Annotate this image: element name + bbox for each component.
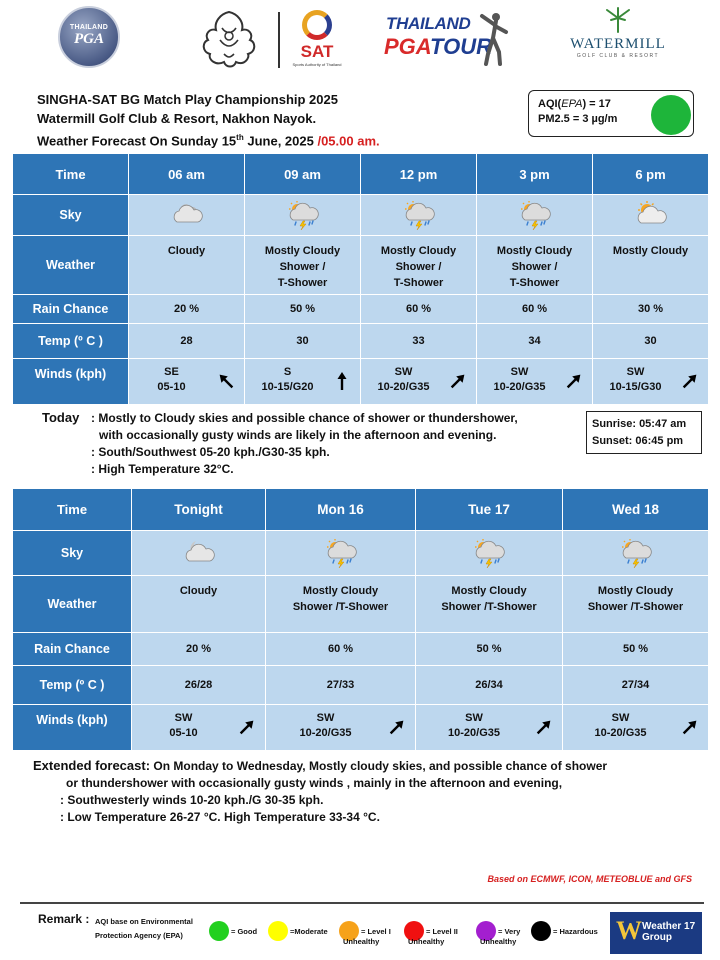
time-header: Time <box>13 154 129 195</box>
column-header: 6 pm <box>593 154 709 195</box>
wind-speed: 10-20/G35 <box>594 727 647 739</box>
wind-direction: SW <box>174 712 193 724</box>
rain-chance-cell: 20 % <box>132 633 266 666</box>
logo-divider <box>278 12 280 68</box>
pga-logo-top-text: THAILAND <box>69 24 109 31</box>
partly-cloudy-icon <box>634 200 668 230</box>
temperature-cell: 30 <box>245 324 361 359</box>
rain-chance-cell: 30 % <box>593 295 709 324</box>
thunder-shower-icon <box>472 538 506 568</box>
wind-content <box>245 359 360 404</box>
weather17-group: Group <box>642 932 672 943</box>
today-wind-row <box>13 359 709 405</box>
forecast-header <box>37 90 380 150</box>
wind-speed: 10-15/G20 <box>261 381 314 393</box>
wind-direction: SW <box>626 366 645 378</box>
weather17-name: Weather 17 <box>642 921 696 932</box>
outlook-rain-row <box>13 633 709 666</box>
weather-cell <box>129 236 245 295</box>
sun-times-box <box>586 411 702 454</box>
rain-chance-cell: 20 % <box>129 295 245 324</box>
wind-cell <box>132 705 266 751</box>
aqi-legend-line-1: = Level II <box>426 927 458 936</box>
watermill-name: WATERMILL <box>570 36 666 52</box>
cloudy-icon <box>170 200 204 230</box>
today-line-1: : Mostly to Cloudy skies and possible chance of shower or thundershower, <box>91 411 518 425</box>
aqi-legend-line-2: Unhealthy <box>343 937 380 946</box>
wind-speed: 05-10 <box>169 727 198 739</box>
wind-direction: SW <box>611 712 630 724</box>
weather-text: Shower /T-Shower <box>587 601 684 613</box>
rain-chance-cell: 50 % <box>245 295 361 324</box>
rain-chance-cell: 60 % <box>477 295 593 324</box>
weather-cell <box>416 576 563 633</box>
aqi-legend-text <box>290 927 328 937</box>
wind-direction-arrow-icon <box>387 717 407 737</box>
wind-text <box>593 365 678 395</box>
winds-label: Winds (kph) <box>13 359 129 405</box>
tour-logo-top: THAILAND <box>386 14 471 33</box>
thunder-shower-icon <box>286 200 320 230</box>
remark-label: Remark : <box>38 912 90 926</box>
event-title: SINGHA-SAT BG Match Play Championship 2025 <box>37 92 338 107</box>
wind-direction: S <box>283 366 292 378</box>
today-rain-row <box>13 295 709 324</box>
weather-text: T-Shower <box>393 277 444 289</box>
watermill-sub: GOLF CLUB & RESORT <box>576 53 660 59</box>
today-weather-row <box>13 236 709 295</box>
wind-speed: 10-20/G35 <box>377 381 430 393</box>
sky-cell <box>361 195 477 236</box>
thai-crest-logo <box>192 8 266 70</box>
weather-text: Mostly Cloudy <box>496 245 573 257</box>
thailand-pga-tour-logo <box>382 10 518 68</box>
rain-chance-cell: 60 % <box>361 295 477 324</box>
weather-text: Shower /T-Shower <box>292 601 389 613</box>
temperature-cell: 27/33 <box>266 666 416 705</box>
golfer-icon <box>478 10 512 66</box>
wind-speed: 10-20/G35 <box>448 727 500 739</box>
wind-direction-arrow-icon <box>680 371 700 391</box>
sunset-time: Sunset: 06:45 pm <box>592 435 684 447</box>
temperature-cell: 27/34 <box>563 666 709 705</box>
outlook-forecast-table <box>12 488 709 751</box>
today-temp-row <box>13 324 709 359</box>
wind-direction-arrow-icon <box>534 717 554 737</box>
weather-text: Shower / <box>395 261 442 273</box>
today-line-4: : High Temperature 32°C. <box>91 462 234 476</box>
wind-direction: SW <box>394 366 413 378</box>
today-sky-row <box>13 195 709 236</box>
outlook-weather-row <box>13 576 709 633</box>
column-header: 3 pm <box>477 154 593 195</box>
column-header: 06 am <box>129 154 245 195</box>
forecast-date-post: June, 2025 <box>243 133 318 149</box>
tour-logo-pga: PGA <box>384 34 431 59</box>
winds-label: Winds (kph) <box>13 705 132 751</box>
rain-chance-label: Rain Chance <box>13 295 129 324</box>
column-header: Tonight <box>132 489 266 531</box>
wind-cell <box>266 705 416 751</box>
wind-content <box>593 359 708 404</box>
temperature-cell: 28 <box>129 324 245 359</box>
temperature-cell: 26/28 <box>132 666 266 705</box>
weather-text: Shower /T-Shower <box>441 601 537 613</box>
aqi-legend-line-1: = Hazardous <box>553 927 598 936</box>
forecast-date <box>37 128 380 150</box>
tour-logo-bottom <box>384 34 492 60</box>
forecast-issue-time: /05.00 am. <box>317 133 380 149</box>
weather-text: Shower / <box>279 261 326 273</box>
today-summary <box>42 409 518 478</box>
aqi-status-dot <box>651 95 691 135</box>
outlook-sky-row <box>13 531 709 576</box>
wind-cell <box>593 359 709 405</box>
sat-logo-sub: Sports Authority of Thailand <box>292 62 342 67</box>
sky-cell <box>132 531 266 576</box>
venue-title: Watermill Golf Club & Resort, Nakhon Nayok. <box>37 111 317 126</box>
wind-cell <box>245 359 361 405</box>
extended-label: Extended forecast: <box>33 758 151 773</box>
weather-cell <box>132 576 266 633</box>
wind-text <box>245 365 330 395</box>
wind-direction: SW <box>510 366 529 378</box>
weather-cell <box>266 576 416 633</box>
column-header: 09 am <box>245 154 361 195</box>
weather-cell <box>593 236 709 295</box>
wind-cell <box>129 359 245 405</box>
aqi-epa: EPA <box>561 98 583 110</box>
today-line-2: with occasionally gusty winds are likely in the afternoon and evening. <box>99 428 497 442</box>
wind-direction-arrow-icon <box>448 371 468 391</box>
temperature-cell: 30 <box>593 324 709 359</box>
wind-direction-arrow-icon <box>332 371 352 391</box>
aqi-legend-text <box>343 927 391 947</box>
logo-bar <box>0 0 720 80</box>
rain-chance-cell: 50 % <box>416 633 563 666</box>
today-label: Today <box>42 410 80 425</box>
thunder-shower-icon <box>518 200 552 230</box>
data-source-note: Based on ECMWF, ICON, METEOBLUE and GFS <box>487 874 692 884</box>
outlook-wind-row <box>13 705 709 751</box>
weather-text: Cloudy <box>167 245 206 257</box>
weather-text: Mostly Cloudy <box>597 585 674 597</box>
wind-cell <box>477 359 593 405</box>
thunder-shower-icon <box>402 200 436 230</box>
wind-text <box>361 365 446 395</box>
wind-content <box>129 359 244 404</box>
temperature-label: Temp (º C ) <box>13 666 132 705</box>
aqi-legend-line-1: = Good <box>231 927 258 936</box>
wind-direction-arrow-icon <box>680 717 700 737</box>
weather-text: T-Shower <box>277 277 328 289</box>
wind-direction: SE <box>164 366 179 378</box>
weather17-logo <box>610 912 702 954</box>
outlook-header-row <box>13 489 709 531</box>
wind-content <box>416 705 562 750</box>
wind-direction: SW <box>316 712 335 724</box>
sat-ring-icon <box>302 10 332 40</box>
rain-chance-cell: 60 % <box>266 633 416 666</box>
sky-cell <box>563 531 709 576</box>
watermill-logo <box>560 6 676 68</box>
wind-text <box>477 365 562 395</box>
aqi-legend-text <box>408 927 458 947</box>
wind-text <box>266 711 385 741</box>
today-line-3: : South/Southwest 05-20 kph./G30-35 kph. <box>91 445 330 459</box>
wind-direction-arrow-icon <box>564 371 584 391</box>
today-header-row <box>13 154 709 195</box>
weather-label: Weather <box>13 576 132 633</box>
wind-content <box>563 705 708 750</box>
weather-text: Mostly Cloudy <box>612 245 689 257</box>
wind-direction-arrow-icon <box>237 717 257 737</box>
sky-cell <box>416 531 563 576</box>
remark-bar <box>20 902 704 954</box>
weather-cell <box>245 236 361 295</box>
wind-text <box>132 711 235 741</box>
extended-line-1: On Monday to Wednesday, Mostly cloudy skies, and possible chance of shower <box>150 759 608 773</box>
aqi-legend-line-1: = Very <box>498 927 521 936</box>
wind-content <box>361 359 476 404</box>
wind-text <box>416 711 532 741</box>
wind-content <box>132 705 265 750</box>
wind-cell <box>563 705 709 751</box>
temperature-label: Temp (º C ) <box>13 324 129 359</box>
weather-text: Mostly Cloudy <box>264 245 341 257</box>
wind-cell <box>416 705 563 751</box>
weather-text: Mostly Cloudy <box>451 585 527 597</box>
weather-text: Mostly Cloudy <box>302 585 379 597</box>
weather-text: Shower / <box>511 261 558 273</box>
thailand-pga-logo <box>58 6 120 68</box>
aqi-legend-text <box>231 927 257 937</box>
outlook-temp-row <box>13 666 709 705</box>
weather17-w-icon: W <box>616 916 642 945</box>
aqi-legend-line-2: Unhealthy <box>408 937 445 946</box>
sky-cell <box>266 531 416 576</box>
wind-speed: 10-20/G35 <box>299 727 352 739</box>
weather-cell <box>563 576 709 633</box>
sunrise-time: Sunrise: 05:47 am <box>592 418 687 430</box>
pga-logo-main-text: PGA <box>74 31 104 47</box>
temperature-cell: 26/34 <box>416 666 563 705</box>
sky-label: Sky <box>13 195 129 236</box>
wind-text <box>563 711 678 741</box>
thunder-shower-icon <box>619 538 653 568</box>
aqi-source-line-2: Protection Agency (EPA) <box>95 931 183 940</box>
forecast-date-sup: th <box>236 133 244 142</box>
sat-logo <box>288 8 346 68</box>
column-header: Mon 16 <box>266 489 416 531</box>
aqi-legend-line-2: Unhealthy <box>480 937 517 946</box>
wind-text <box>129 365 214 395</box>
wind-direction-arrow-icon <box>216 371 236 391</box>
wind-speed: 10-20/G35 <box>493 381 546 393</box>
aqi-legend-line-1: =Moderate <box>290 927 328 936</box>
pm25-value: PM2.5 = 3 µg/m <box>538 113 618 125</box>
wind-content <box>266 705 415 750</box>
extended-line-2: or thundershower with occasionally gusty winds , mainly in the afternoon and evening, <box>66 776 563 790</box>
rain-chance-cell: 50 % <box>563 633 709 666</box>
sat-logo-name: SAT <box>300 42 334 61</box>
weather-label: Weather <box>13 236 129 295</box>
aqi-source-line-1: AQI base on Environmental <box>95 917 193 926</box>
palm-icon <box>603 6 633 34</box>
time-header: Time <box>13 489 132 531</box>
sky-cell <box>593 195 709 236</box>
wind-speed: 05-10 <box>157 381 186 393</box>
aqi-label: AQI( <box>538 98 562 110</box>
wind-content <box>477 359 592 404</box>
forecast-date-pre: Weather Forecast On Sunday 15 <box>37 133 237 149</box>
wind-speed: 10-15/G30 <box>609 381 662 393</box>
column-header: Wed 18 <box>563 489 709 531</box>
wind-direction: SW <box>465 712 483 724</box>
sky-cell <box>477 195 593 236</box>
sky-cell <box>245 195 361 236</box>
weather-cell <box>477 236 593 295</box>
today-forecast-table <box>12 153 709 405</box>
sky-cell <box>129 195 245 236</box>
aqi-color-dot <box>268 921 288 941</box>
wind-cell <box>361 359 477 405</box>
aqi-legend-text <box>480 927 521 947</box>
extended-line-4: : Low Temperature 26-27 °C. High Temperature 33-34 °C. <box>60 810 380 824</box>
extended-forecast <box>33 757 607 826</box>
tour-logo-tour: TOUR <box>430 34 492 59</box>
aqi-legend-line-1: = Level I <box>361 927 391 936</box>
temperature-cell: 33 <box>361 324 477 359</box>
weather-text: Mostly Cloudy <box>380 245 457 257</box>
weather-text: Cloudy <box>179 585 218 597</box>
column-header: Tue 17 <box>416 489 563 531</box>
thunder-shower-icon <box>324 538 358 568</box>
weather-text: T-Shower <box>509 277 560 289</box>
cloudy-night-icon <box>182 538 216 568</box>
aqi-color-dot <box>531 921 551 941</box>
column-header: 12 pm <box>361 154 477 195</box>
rain-chance-label: Rain Chance <box>13 633 132 666</box>
temperature-cell: 34 <box>477 324 593 359</box>
aqi-value: ) = 17 <box>582 98 611 110</box>
aqi-legend-text <box>553 927 598 937</box>
aqi-color-dot <box>209 921 229 941</box>
extended-line-3: : Southwesterly winds 10-20 kph./G 30-35 kph. <box>60 793 324 807</box>
weather-cell <box>361 236 477 295</box>
sky-label: Sky <box>13 531 132 576</box>
